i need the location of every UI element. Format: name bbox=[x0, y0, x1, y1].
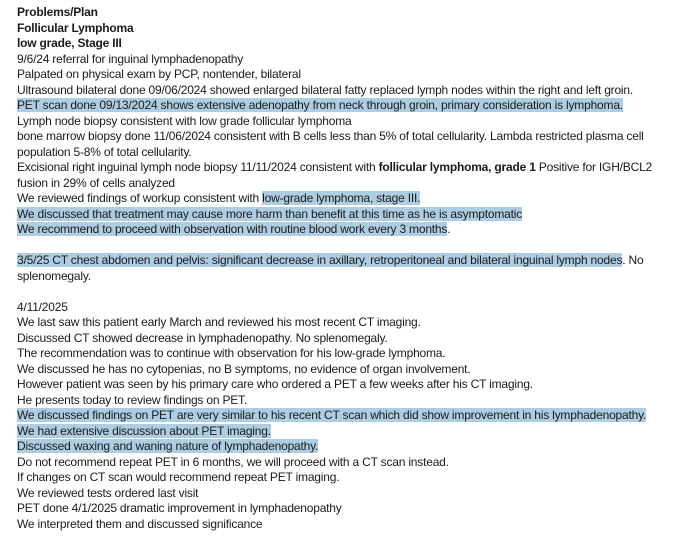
note-line bbox=[17, 470, 674, 486]
highlighted-text: low-grade lymphoma, stage III. bbox=[262, 191, 421, 205]
note-line-text: PET done 4/1/2025 dramatic improvement in lymphadenopathy bbox=[17, 501, 342, 515]
note-line-text: The recommendation was to continue with observation for his low-grade lymphoma. bbox=[17, 346, 446, 360]
highlighted-text: PET scan done 09/13/2024 shows extensive adenopathy from neck through groin, primary consideration is lymphoma. bbox=[17, 98, 623, 112]
note-line-text: Ultrasound bilateral done 09/06/2024 showed enlarged bilateral fatty replaced lymph nodes within the right and left groin. bbox=[17, 82, 634, 97]
note-line bbox=[17, 393, 674, 409]
diagnosis-stage bbox=[17, 36, 674, 52]
note-line-text: We reviewed findings of workup consistent with bbox=[17, 191, 263, 205]
note-line-highlighted bbox=[17, 98, 674, 114]
note-line-text: 9/6/24 referral for inguinal lymphadenopathy bbox=[17, 51, 244, 66]
blank-line bbox=[17, 238, 674, 254]
note-line-text: We discussed he has no cytopenias, no B symptoms, no evidence of organ involvement. bbox=[17, 361, 471, 376]
note-line-highlighted bbox=[17, 439, 674, 455]
note-line bbox=[17, 331, 674, 347]
diagnosis-title bbox=[17, 21, 674, 37]
note-line bbox=[17, 114, 674, 130]
note-line-text: He presents today to review findings on PET. bbox=[17, 392, 247, 407]
note-line-text: Lymph node biopsy consistent with low grade follicular lymphoma bbox=[17, 113, 352, 128]
note-line bbox=[17, 52, 674, 68]
note-line bbox=[17, 315, 674, 331]
note-line-text: We last saw this patient early March and reviewed his most recent CT imaging. bbox=[17, 315, 421, 329]
note-line bbox=[17, 377, 674, 393]
note-section-title bbox=[17, 5, 674, 21]
note-line-highlighted bbox=[17, 207, 674, 223]
diagnosis-stage-text: low grade, Stage III bbox=[17, 36, 122, 50]
note-line-text: Excisional right inguinal lymph node biopsy 11/11/2024 consistent with bbox=[17, 160, 379, 174]
note-line-highlighted bbox=[17, 408, 674, 424]
note-line-text: If changes on CT scan would recommend repeat PET imaging. bbox=[17, 470, 340, 484]
note-line bbox=[17, 346, 674, 362]
highlighted-text: We recommend to proceed with observation with routine blood work every 3 months bbox=[17, 222, 448, 236]
note-line-text: . bbox=[447, 222, 451, 236]
section-title-text: Problems/Plan bbox=[17, 5, 98, 19]
note-line-highlighted bbox=[17, 424, 674, 440]
note-line bbox=[17, 191, 674, 207]
highlighted-text: We discussed that treatment may cause more harm than benefit at this time as he is asymptomatic bbox=[17, 206, 523, 221]
note-line-text: Discussed CT showed decrease in lymphadenopathy. No splenomegaly. bbox=[17, 330, 388, 345]
highlighted-text: We had extensive discussion about PET imaging. bbox=[17, 423, 271, 438]
note-line-text: Palpated on physical exam by PCP, nontender, bilateral bbox=[17, 67, 301, 81]
highlighted-text: Discussed waxing and waning nature of lymphadenopathy. bbox=[17, 439, 319, 453]
note-line bbox=[17, 517, 674, 533]
note-line-highlighted bbox=[17, 253, 674, 284]
note-line-text: bone marrow biopsy done 11/06/2024 consistent with B cells less than 5% of total cellularity. Lambda restricted plasma cell population 5-8% of total cellularity. bbox=[17, 129, 644, 159]
note-line-highlighted bbox=[17, 222, 674, 238]
visit-date bbox=[17, 300, 674, 316]
note-line bbox=[17, 67, 674, 83]
note-line-text: . No splenomegaly. bbox=[17, 253, 644, 283]
blank-line bbox=[17, 284, 674, 300]
note-line bbox=[17, 362, 674, 378]
note-line bbox=[17, 486, 674, 502]
note-line-text: Positive for IGH/BCL2 fusion in 29% of cells analyzed bbox=[17, 160, 653, 190]
bold-diagnosis-text: follicular lymphoma, grade 1 bbox=[378, 160, 536, 174]
note-line-text: Do not recommend repeat PET in 6 months, we will proceed with a CT scan instead. bbox=[17, 454, 449, 469]
note-line-text: We reviewed tests ordered last visit bbox=[17, 485, 199, 500]
note-line-text: However patient was seen by his primary care who ordered a PET a few weeks after his CT imaging. bbox=[17, 377, 533, 391]
highlighted-text: 3/5/25 CT chest abdomen and pelvis: significant decrease in axillary, retroperitoneal and bilateral inguinal lymph nodes bbox=[17, 253, 623, 267]
note-line bbox=[17, 83, 674, 99]
diagnosis-title-text: Follicular Lymphoma bbox=[17, 20, 134, 35]
highlighted-text: We discussed findings on PET are very similar to his recent CT scan which did show improvement in his lymphadenopathy. bbox=[17, 408, 647, 422]
note-line bbox=[17, 455, 674, 471]
note-line bbox=[17, 129, 674, 160]
note-line-text: We interpreted them and discussed significance bbox=[17, 516, 263, 531]
note-line bbox=[17, 160, 674, 191]
visit-date-text: 4/11/2025 bbox=[17, 299, 68, 314]
note-line bbox=[17, 501, 674, 517]
